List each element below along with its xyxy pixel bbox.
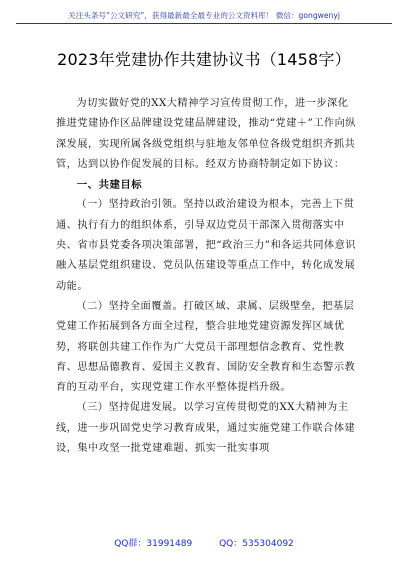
document-body	[56, 94, 356, 459]
paragraph-full-coverage: （二）坚持全面覆盖。打破区域、隶属、层级壁垒，把基层党建工作拓展到各方面全过程，整合驻地党建资源发挥区域优势，将联创共建工作作为广大党员干部理想信念教育、党性教育、思想品德教育、爱国主义教育、国防安全教育和生态警示教育的互动平台，实现党建工作水平整体提档升级。	[56, 300, 356, 394]
intro-paragraph: 为切实做好党的XX大精神学习宣传贯彻工作，进一步深化推进党建协作区品牌建设党建品牌建设，推动“党建＋”工作向纵深发展，实现所属各级党组织与驻地友邻单位各级党组织齐抓共管，达到以协作促发展的目标。经双方协商特制定如下协议：	[56, 98, 356, 170]
footer-qq-group: QQ群：31991489	[114, 539, 193, 549]
paragraph-political-leadership: （一）坚持政治引领。坚持以政治建设为根本，完善上下贯通、执行有力的组织体系，引导双边党员干部深入贯彻落实中央、省市县党委各项决策部署，把“政治三力”和各运共同体意识融入基层党组织建设、党员队伍建设等重点工作中，转化成发展动能。	[56, 199, 356, 292]
section-heading: 一、共建目标	[76, 179, 143, 192]
footer-qq: QQ：535304092	[219, 539, 294, 549]
paragraph-promote-development: （三）坚持促进发展。以学习宣传贯彻党的XX大精神为主线，进一步巩固党史学习教育成果，通过实施党建工作联合体建设，集中攻坚一批党建难题、抓实一批实事项	[56, 402, 356, 455]
footer-contact	[0, 536, 408, 549]
header-promo-text: 关注头条号“公文研究”，获得最新最全最专业的公文资料库！ 微信：gongwenyj	[68, 11, 340, 20]
document-title: 2023年党建协作共建协议书（1458字）	[57, 50, 351, 69]
header-divider	[16, 23, 392, 24]
